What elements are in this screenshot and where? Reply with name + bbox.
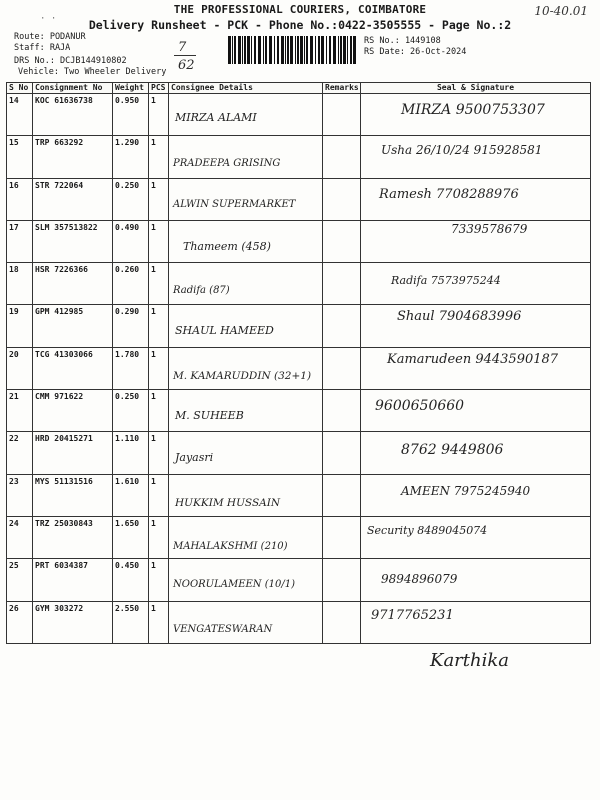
col-header-remarks: Remarks <box>323 83 361 94</box>
cell-signature <box>361 136 591 178</box>
table-row <box>7 516 591 558</box>
table-row <box>7 432 591 474</box>
handwritten-consignee: NOORULAMEEN (10/1) <box>173 579 295 591</box>
table-row <box>7 474 591 516</box>
cell-consignee <box>169 136 323 178</box>
table-row <box>7 347 591 389</box>
handwritten-signature: Shaul 7904683996 <box>397 309 522 325</box>
cell-remarks <box>323 347 361 389</box>
handwritten-signature: Radifa 7573975244 <box>391 274 501 288</box>
handwritten-consignee: MIRZA ALAMI <box>175 111 257 124</box>
cell-signature <box>361 94 591 136</box>
handwritten-signature: MIRZA 9500753307 <box>401 102 545 118</box>
cell-consignment-no: TRZ 25030843 <box>33 516 113 558</box>
cell-consignee <box>169 220 323 262</box>
cell-signature <box>361 305 591 347</box>
col-header-consignment: Consignment No <box>33 83 113 94</box>
handwritten-signature: 8762 9449806 <box>401 442 504 459</box>
cell-consignment-no: MYS 51131516 <box>33 474 113 516</box>
cell-weight: 0.250 <box>113 390 149 432</box>
handwritten-consignee: HUKKIM HUSSAIN <box>175 496 281 509</box>
cell-consignment-no: STR 722064 <box>33 178 113 220</box>
cell-signature <box>361 220 591 262</box>
handwritten-signature: Security 8489045074 <box>367 523 488 537</box>
cell-weight: 0.450 <box>113 559 149 601</box>
handwritten-signature: Ramesh 7708288976 <box>379 186 519 202</box>
cell-consignment-no: CMM 971622 <box>33 390 113 432</box>
cell-remarks <box>323 94 361 136</box>
cell-sno: 22 <box>7 432 33 474</box>
cell-sno: 20 <box>7 347 33 389</box>
cell-weight: 0.290 <box>113 305 149 347</box>
table-row <box>7 390 591 432</box>
cell-consignee <box>169 559 323 601</box>
cell-consignment-no: GPM 412985 <box>33 305 113 347</box>
vehicle-label: Vehicle: Two Wheeler Delivery <box>18 67 167 77</box>
handwritten-count-top: 7 <box>178 40 187 55</box>
cell-consignee <box>169 516 323 558</box>
handwritten-signature: 9717765231 <box>371 607 454 623</box>
cell-consignment-no: TRP 663292 <box>33 136 113 178</box>
barcode-image <box>228 36 358 64</box>
cell-weight: 0.260 <box>113 263 149 305</box>
cell-pcs: 1 <box>149 305 169 347</box>
cell-sno: 15 <box>7 136 33 178</box>
cell-consignee <box>169 305 323 347</box>
cell-signature <box>361 390 591 432</box>
col-header-sno: S No <box>7 83 33 94</box>
cell-signature <box>361 263 591 305</box>
cell-sno: 26 <box>7 601 33 643</box>
table-row <box>7 136 591 178</box>
cell-sno: 16 <box>7 178 33 220</box>
cell-remarks <box>323 559 361 601</box>
cell-consignment-no: GYM 303272 <box>33 601 113 643</box>
handwritten-consignee: Thameem (458) <box>183 239 271 253</box>
cell-signature <box>361 474 591 516</box>
handwritten-consignee: PRADEEPA GRISING <box>173 158 281 170</box>
cell-pcs: 1 <box>149 136 169 178</box>
cell-consignee <box>169 390 323 432</box>
cell-weight: 1.650 <box>113 516 149 558</box>
cell-weight: 0.950 <box>113 94 149 136</box>
cell-remarks <box>323 136 361 178</box>
table-row <box>7 305 591 347</box>
cell-consignee <box>169 178 323 220</box>
handwritten-consignee: SHAUL HAMEED <box>175 324 274 338</box>
table-row <box>7 601 591 643</box>
cell-weight: 0.490 <box>113 220 149 262</box>
cell-consignee <box>169 601 323 643</box>
cell-pcs: 1 <box>149 94 169 136</box>
table-row <box>7 263 591 305</box>
col-header-pcs: PCS <box>149 83 169 94</box>
cell-signature <box>361 178 591 220</box>
handwritten-time: 10-40.01 <box>534 4 588 18</box>
handwritten-count-bottom: 62 <box>178 58 195 73</box>
cell-sno: 18 <box>7 263 33 305</box>
cell-remarks <box>323 178 361 220</box>
cell-consignment-no: HRD 20415271 <box>33 432 113 474</box>
cell-sno: 25 <box>7 559 33 601</box>
cell-consignment-no: KOC 61636738 <box>33 94 113 136</box>
col-header-consignee: Consignee Details <box>169 83 323 94</box>
cell-signature <box>361 516 591 558</box>
cell-remarks <box>323 220 361 262</box>
rs-number: RS No.: 1449108 <box>364 36 441 46</box>
cell-pcs: 1 <box>149 178 169 220</box>
staff-label: Staff: RAJA <box>14 43 71 53</box>
cell-pcs: 1 <box>149 601 169 643</box>
handwritten-signature: 9894896079 <box>381 572 458 587</box>
cell-weight: 1.110 <box>113 432 149 474</box>
cell-pcs: 1 <box>149 390 169 432</box>
cell-weight: 1.780 <box>113 347 149 389</box>
cell-signature <box>361 559 591 601</box>
handwritten-consignee: M. KAMARUDDIN (32+1) <box>173 369 312 382</box>
cell-consignment-no: TCG 41303066 <box>33 347 113 389</box>
cell-signature <box>361 347 591 389</box>
cell-consignee <box>169 474 323 516</box>
cell-remarks <box>323 516 361 558</box>
cell-remarks <box>323 601 361 643</box>
table-row <box>7 220 591 262</box>
cell-remarks <box>323 390 361 432</box>
cell-weight: 1.290 <box>113 136 149 178</box>
rs-date: RS Date: 26-Oct-2024 <box>364 47 467 57</box>
handwritten-consignee: Jayasri <box>175 451 214 465</box>
handwritten-signature: 7339578679 <box>451 221 528 236</box>
cell-remarks <box>323 432 361 474</box>
cell-pcs: 1 <box>149 432 169 474</box>
table-row <box>7 94 591 136</box>
cell-consignee <box>169 347 323 389</box>
handwritten-signature: Usha 26/10/24 915928581 <box>381 143 543 158</box>
drs-number: DRS No.: DCJB144910802 <box>14 56 127 66</box>
cell-weight: 0.250 <box>113 178 149 220</box>
bottom-signature: Karthika <box>430 650 510 671</box>
cell-pcs: 1 <box>149 347 169 389</box>
cell-sno: 14 <box>7 94 33 136</box>
cell-sno: 19 <box>7 305 33 347</box>
table-row <box>7 178 591 220</box>
company-title: THE PROFESSIONAL COURIERS, COIMBATORE <box>173 3 427 16</box>
handwritten-consignee: ALWIN SUPERMARKET <box>173 198 296 210</box>
runsheet-subtitle: Delivery Runsheet - PCK - Phone No.:0422-3505555 - Page No.:2 <box>88 18 512 32</box>
handwritten-consignee: M. SUHEEB <box>175 409 244 423</box>
handwritten-signature: Kamarudeen 9443590187 <box>387 351 559 367</box>
cell-consignee <box>169 263 323 305</box>
cell-sno: 17 <box>7 220 33 262</box>
cell-remarks <box>323 305 361 347</box>
cell-pcs: 1 <box>149 220 169 262</box>
handwritten-consignee: VENGATESWARAN <box>173 623 273 635</box>
cell-signature <box>361 432 591 474</box>
cell-remarks <box>323 263 361 305</box>
route-label: Route: PODANUR <box>14 32 86 42</box>
cell-sno: 21 <box>7 390 33 432</box>
col-header-weight: Weight <box>113 83 149 94</box>
cell-pcs: 1 <box>149 474 169 516</box>
cell-remarks <box>323 474 361 516</box>
cell-pcs: 1 <box>149 559 169 601</box>
handwritten-signature: 9600650660 <box>375 398 465 415</box>
cell-weight: 2.550 <box>113 601 149 643</box>
cell-weight: 1.610 <box>113 474 149 516</box>
cell-consignment-no: HSR 7226366 <box>33 263 113 305</box>
cell-pcs: 1 <box>149 263 169 305</box>
handwritten-signature: AMEEN 7975245940 <box>401 483 531 498</box>
runsheet-table <box>6 82 591 644</box>
handwritten-consignee: MAHALAKSHMI (210) <box>173 540 288 552</box>
cell-signature <box>361 601 591 643</box>
cell-pcs: 1 <box>149 516 169 558</box>
cell-consignee <box>169 432 323 474</box>
table-row <box>7 559 591 601</box>
cell-consignment-no: SLM 357513822 <box>33 220 113 262</box>
handwritten-consignee: Radifa (87) <box>173 285 230 297</box>
col-header-signature: Seal & Signature <box>361 83 591 94</box>
cell-sno: 23 <box>7 474 33 516</box>
cell-consignee <box>169 94 323 136</box>
cell-consignment-no: PRT 6034387 <box>33 559 113 601</box>
stray-mark: · · <box>40 14 57 24</box>
table-header-row <box>7 83 591 94</box>
cell-sno: 24 <box>7 516 33 558</box>
fraction-line <box>174 55 196 56</box>
